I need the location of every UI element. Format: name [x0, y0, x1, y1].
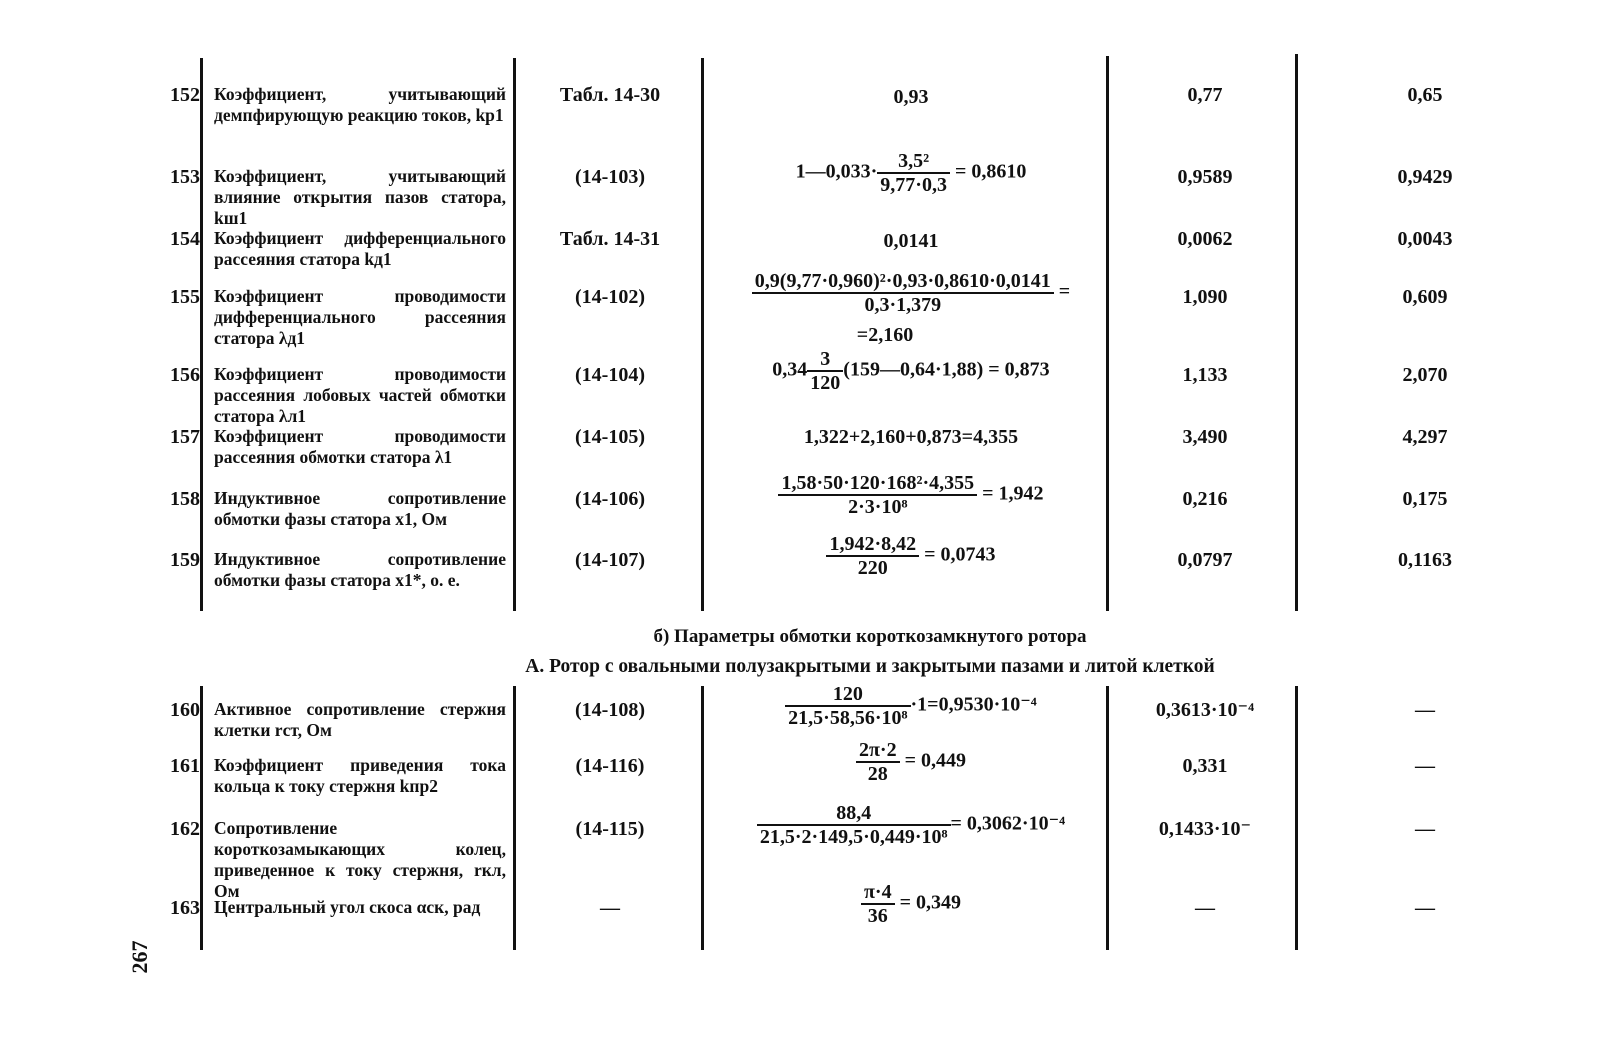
fraction-numerator: 3 [807, 348, 843, 372]
fraction [752, 270, 1054, 316]
calc-result: = 0,349 [899, 891, 962, 914]
fraction-numerator: 120 [785, 683, 910, 707]
fraction-numerator: 88,4 [757, 802, 951, 826]
parameter-name: Коэффициент, учитывающий влияние открытия пазов статора, kш1 [214, 166, 506, 228]
fraction-denominator: 0,3·1,379 [864, 294, 942, 316]
row-number: 154 [170, 228, 200, 250]
value-variant-2: 0,1433·10⁻ [1158, 818, 1252, 840]
calculation [716, 683, 1106, 729]
value-variant-2: 0,331 [1182, 755, 1228, 777]
parameter-name: Центральный угол скоса αск, рад [214, 897, 481, 917]
formula-source: (14-103) [575, 166, 645, 188]
value-variant-2: 0,216 [1182, 488, 1228, 510]
formula-source: (14-104) [575, 364, 645, 386]
calc-prefix: 1—0,033· [795, 160, 878, 183]
fraction [856, 739, 900, 785]
row-number: 156 [170, 364, 200, 386]
fraction-denominator: 2·3·10⁸ [848, 496, 908, 518]
calc-result: = 0,0743 [924, 543, 996, 566]
value-variant-2: 1,133 [1182, 364, 1228, 386]
page-number: 267 [127, 940, 152, 974]
fraction-denominator: 21,5·58,56·10⁸ [788, 707, 908, 729]
fraction-numerator: 3,5² [877, 150, 950, 174]
value-variant-2: 1,090 [1182, 286, 1228, 308]
row-number: 159 [170, 549, 200, 571]
column-rule [1295, 686, 1298, 950]
formula-source: (14-102) [575, 286, 645, 308]
row-number: 162 [170, 818, 200, 840]
parameter-name: Сопротивление короткозамыкающих колец, приведенное к току стержня, rкл, Ом [214, 818, 506, 901]
formula-source: (14-108) [575, 699, 645, 721]
row-number: 160 [170, 699, 200, 721]
fraction-denominator: 21,5·2·149,5·0,449·10⁸ [759, 826, 948, 848]
calculation: 1,322+2,160+0,873=4,355 [803, 426, 1019, 448]
calculation-result: =2,160 [856, 324, 914, 346]
value-variant-3: 0,609 [1402, 286, 1448, 308]
value-variant-3: — [1415, 755, 1435, 777]
value-variant-2: 0,9589 [1177, 166, 1233, 188]
formula-source: Табл. 14-30 [559, 84, 661, 106]
fraction-denominator: 9,77·0,3 [880, 174, 947, 196]
column-rule [1106, 56, 1109, 611]
row-number: 155 [170, 286, 200, 308]
row-number: 153 [170, 166, 200, 188]
value-variant-2: 0,0797 [1177, 549, 1233, 571]
calculation [716, 348, 1106, 394]
row-number: 161 [170, 755, 200, 777]
column-rule [200, 58, 203, 611]
formula-source: — [600, 897, 620, 919]
fraction-denominator: 120 [810, 372, 841, 394]
formula-source: Табл. 14-31 [559, 228, 661, 250]
parameter-name: Коэффициент проводимости рассеяния обмотки статора λ1 [214, 426, 506, 467]
calculation [716, 270, 1106, 316]
parameter-name: Индуктивное сопротивление обмотки фазы статора x1, Ом [214, 488, 506, 529]
calculation [716, 472, 1106, 518]
parameter-name: Коэффициент, учитывающий демпфирующую реакцию токов, kр1 [214, 84, 506, 125]
row-number: 158 [170, 488, 200, 510]
fraction [826, 533, 919, 579]
calculation: 0,0141 [883, 230, 939, 252]
parameter-name: Коэффициент проводимости рассеяния лобовых частей обмотки статора λл1 [214, 364, 506, 426]
formula-source: (14-106) [575, 488, 645, 510]
column-rule [513, 58, 516, 611]
section-heading: б) Параметры обмотки короткозамкнутого ротора [653, 626, 1087, 647]
formula-source: (14-115) [575, 818, 645, 840]
value-variant-3: 0,1163 [1398, 549, 1452, 571]
formula-source: (14-116) [575, 755, 645, 777]
value-variant-3: 2,070 [1402, 364, 1448, 386]
fraction [778, 472, 977, 518]
calculation [716, 739, 1106, 785]
fraction-numerator: 0,9(9,77·0,960)²·0,93·0,8610·0,0141 [752, 270, 1054, 294]
fraction [807, 348, 843, 394]
value-variant-3: — [1415, 818, 1435, 840]
fraction-numerator: 2π·2 [856, 739, 900, 763]
value-variant-3: — [1415, 897, 1435, 919]
fraction [785, 683, 910, 729]
calc-result: (159—0,64·1,88) = 0,873 [843, 358, 1050, 381]
fraction-denominator: 220 [857, 557, 888, 579]
row-number: 163 [170, 897, 200, 919]
calc-result: = 0,8610 [954, 160, 1027, 183]
row-number: 152 [170, 84, 200, 106]
value-variant-2: 0,0062 [1177, 228, 1233, 250]
fraction [757, 802, 951, 848]
calculation: 0,93 [893, 86, 929, 108]
calculation [716, 881, 1106, 927]
value-variant-3: 0,65 [1407, 84, 1443, 106]
parameter-name: Коэффициент проводимости дифференциального рассеяния статора λд1 [214, 286, 506, 348]
column-rule [701, 686, 704, 950]
value-variant-3: 4,297 [1402, 426, 1448, 448]
subsection-heading: А. Ротор с овальными полузакрытыми и закрытыми пазами и литой клеткой [525, 656, 1215, 677]
calc-prefix: 0,34 [772, 358, 808, 381]
fraction-denominator: 28 [867, 763, 888, 785]
parameter-name: Коэффициент дифференциального рассеяния статора kд1 [214, 228, 506, 269]
value-variant-3: 0,9429 [1397, 166, 1453, 188]
row-number: 157 [170, 426, 200, 448]
column-rule [513, 686, 516, 950]
fraction-numerator: π·4 [861, 881, 895, 905]
column-rule [1106, 686, 1109, 950]
equals-sign: = [1058, 280, 1071, 303]
calc-result: = 1,942 [982, 482, 1044, 505]
value-variant-3: 0,0043 [1397, 228, 1453, 250]
value-variant-2: 3,490 [1182, 426, 1228, 448]
parameter-name: Активное сопротивление стержня клетки rст, Ом [214, 699, 506, 740]
value-variant-2: 0,77 [1187, 84, 1223, 106]
fraction [861, 881, 895, 927]
parameter-name: Индуктивное сопротивление обмотки фазы статора x1*, о. е. [214, 549, 506, 590]
formula-source: (14-105) [575, 426, 645, 448]
value-variant-2: 0,3613·10⁻⁴ [1155, 699, 1255, 721]
formula-source: (14-107) [575, 549, 645, 571]
calc-result: ·1=0,9530·10⁻⁴ [910, 693, 1037, 716]
calculation [716, 802, 1106, 848]
calculation [716, 150, 1106, 196]
calc-result: = 0,3062·10⁻⁴ [950, 812, 1066, 835]
value-variant-2: — [1195, 897, 1215, 919]
fraction-numerator: 1,942·8,42 [826, 533, 919, 557]
value-variant-3: — [1415, 699, 1435, 721]
calc-result: = 0,449 [904, 749, 967, 772]
calculation [716, 533, 1106, 579]
fraction-denominator: 36 [867, 905, 888, 927]
column-rule [1295, 54, 1298, 611]
fraction [877, 150, 950, 196]
parameter-name: Коэффициент приведения тока кольца к току стержня kпр2 [214, 755, 506, 796]
column-rule [200, 686, 203, 950]
value-variant-3: 0,175 [1402, 488, 1448, 510]
fraction-numerator: 1,58·50·120·168²·4,355 [778, 472, 977, 496]
